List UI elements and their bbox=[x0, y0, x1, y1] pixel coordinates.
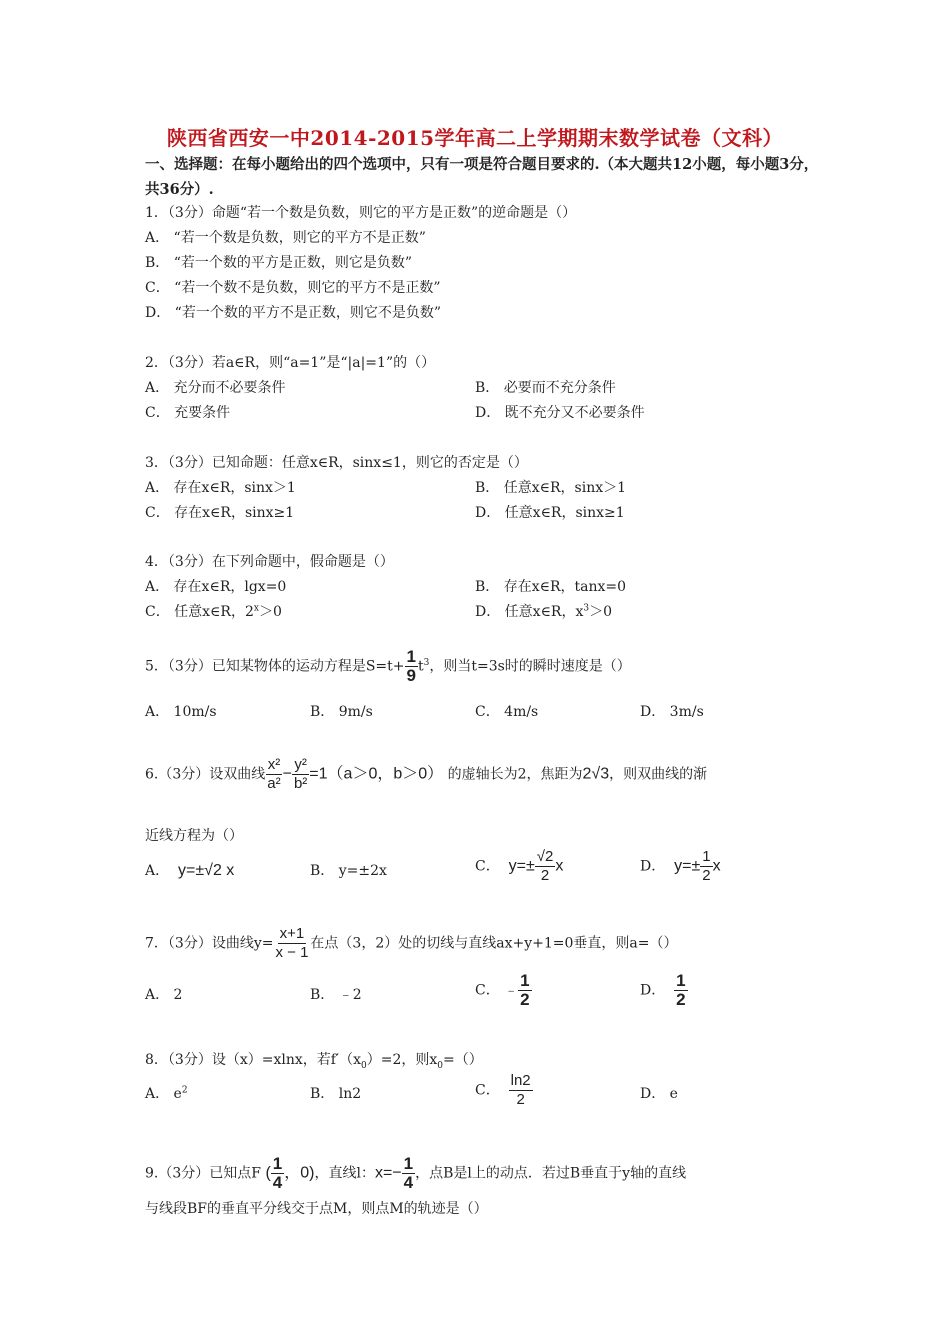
question-5-option-c: C． 4m/s bbox=[475, 704, 539, 720]
question-6-stem-line2: 近线方程为（） bbox=[145, 828, 243, 844]
question-6-option-c: C． y=± $\frac{√2}{2}$ x bbox=[475, 848, 564, 884]
fraction-x2-a2: $\frac{\text{x²}}{\text{a²}}$ bbox=[267, 756, 281, 792]
question-7-option-c: C． ﹣ $\frac{1}{2}$ bbox=[475, 971, 530, 1009]
fraction-one-quarter: $\frac{1}{4}$ bbox=[403, 1154, 414, 1192]
question-8-option-c: C． $\frac{\ln 2}{2}$ bbox=[475, 1072, 531, 1108]
question-1-option-a: A． “若一个数是负数，则它的平方不是正数” bbox=[145, 230, 426, 246]
question-2-option-b: B． 必要而不充分条件 bbox=[475, 380, 616, 396]
question-4-option-d: D． 任意x∈R，$x^3>0$ bbox=[475, 603, 613, 620]
question-1-option-b: B． “若一个数的平方是正数，则它是负数” bbox=[145, 255, 413, 271]
question-2-option-a: A． 充分而不必要条件 bbox=[145, 380, 286, 396]
question-9-stem: 9.（3分）已知点F ( $\frac{1}{4}$ ，0)，直线l：x=− $\frac{1}{4}$ ，点B是l上的动点．若过B垂直于y轴的直线 bbox=[145, 1154, 687, 1192]
question-6-option-d: D． y=± $\frac{1}{2}$ x bbox=[640, 848, 721, 884]
fraction-one-half: $\frac{1}{2}$ bbox=[702, 848, 711, 884]
question-7-stem: 7．（3分）设曲线y= $\frac{x+1}{x - 1}$ 在点（3，2）处的切线与直线ax+y+1=0垂直，则a=（） bbox=[145, 925, 678, 961]
question-5-stem: 5．（3分）已知某物体的运动方程是S=t+ $\frac{1}{9}$ $t^3$，则当t=3s时的瞬时速度是（） bbox=[145, 647, 631, 685]
fraction-ln2-over-2: $\frac{\ln 2}{2}$ bbox=[510, 1072, 531, 1108]
exam-title: 陕西省西安一中2014-2015学年高二上学期期末数学试卷（文科） bbox=[166, 126, 784, 150]
question-5-option-d: D． 3m/s bbox=[640, 704, 704, 720]
fraction-one-half: $\frac{1}{2}$ bbox=[676, 971, 686, 1009]
question-8-stem: 8．（3分）设（x）=xlnx，若$f'(x_0)=2$，则$x_0=()$ bbox=[145, 1052, 483, 1071]
fraction-one-ninth: $\frac{1}{9}$ bbox=[406, 647, 416, 685]
question-3-option-a: A． 存在x∈R，sinx＞1 bbox=[145, 480, 296, 496]
fraction-root2-over-2: $\frac{√2}{2}$ bbox=[536, 848, 554, 884]
question-2-option-c: C． 充要条件 bbox=[145, 405, 231, 421]
question-8-option-b: B． ln2 bbox=[310, 1086, 362, 1102]
question-3-option-c: C． 存在x∈R，sinx≥1 bbox=[145, 505, 295, 521]
question-8-option-a: A． $e^2$ bbox=[145, 1085, 188, 1102]
question-5-option-b: B． 9m/s bbox=[310, 704, 373, 720]
fraction-one-quarter: $\frac{1}{4}$ bbox=[272, 1154, 283, 1192]
section-heading: 一、选择题：在每小题给出的四个选项中，只有一项是符合题目要求的.（本大题共12小题，每小题3分，共36分）. bbox=[145, 156, 819, 198]
fraction-one-half: $\frac{1}{2}$ bbox=[520, 971, 530, 1009]
question-6-option-b: B． y=±2x bbox=[310, 863, 387, 879]
question-7-option-d: D． $\frac{1}{2}$ bbox=[640, 971, 686, 1009]
question-7-option-b: B． ﹣2 bbox=[310, 987, 362, 1003]
question-1-option-d: D． “若一个数的平方不是正数，则它不是负数” bbox=[145, 305, 441, 321]
question-4-stem: 4．（3分）在下列命题中，假命题是（） bbox=[145, 554, 394, 570]
question-6-option-a: A． y=±√2 x bbox=[145, 862, 235, 879]
question-1-stem: 1．（3分）命题“若一个数是负数，则它的平方是正数”的逆命题是（） bbox=[145, 205, 577, 221]
question-5-option-a: A． 10m/s bbox=[145, 704, 217, 720]
question-2-option-d: D． 既不充分又不必要条件 bbox=[475, 405, 645, 421]
question-4-option-b: B． 存在x∈R，tanx=0 bbox=[475, 579, 627, 595]
question-3-option-b: B． 任意x∈R，sinx＞1 bbox=[475, 480, 627, 496]
question-8-option-d: D． e bbox=[640, 1086, 678, 1102]
question-9-stem-line2: 与线段BF的垂直平分线交于点M，则点M的轨迹是（） bbox=[145, 1201, 488, 1217]
question-6-stem: 6.（3分）设双曲线 $\frac{\text{x²}}{\text{a²}}$ − $\frac{\text{y²}}{\text{b²}}$ =1（a＞0，b＞0） 的虚轴长为2，焦距为2√3，则双曲线的渐 bbox=[145, 756, 708, 792]
question-4-option-c: C． 任意x∈R，$2^x>0$ bbox=[145, 603, 282, 620]
question-1-option-c: C． “若一个数不是负数，则它的平方不是正数” bbox=[145, 280, 441, 296]
fraction-x-plus-1-over-x-minus-1: $\frac{x+1}{x - 1}$ bbox=[275, 925, 309, 961]
question-3-stem: 3．（3分）已知命题：任意x∈R，sinx≤1，则它的否定是（） bbox=[145, 455, 528, 471]
question-3-option-d: D． 任意x∈R，sinx≥1 bbox=[475, 505, 625, 521]
question-4-option-a: A． 存在x∈R，lgx=0 bbox=[145, 579, 287, 595]
question-7-option-a: A． 2 bbox=[145, 987, 183, 1003]
question-2-stem: 2．（3分）若a∈R，则“a=1”是“|a|=1”的（） bbox=[145, 355, 436, 371]
fraction-y2-b2: $\frac{\text{y²}}{\text{b²}}$ bbox=[293, 756, 308, 792]
